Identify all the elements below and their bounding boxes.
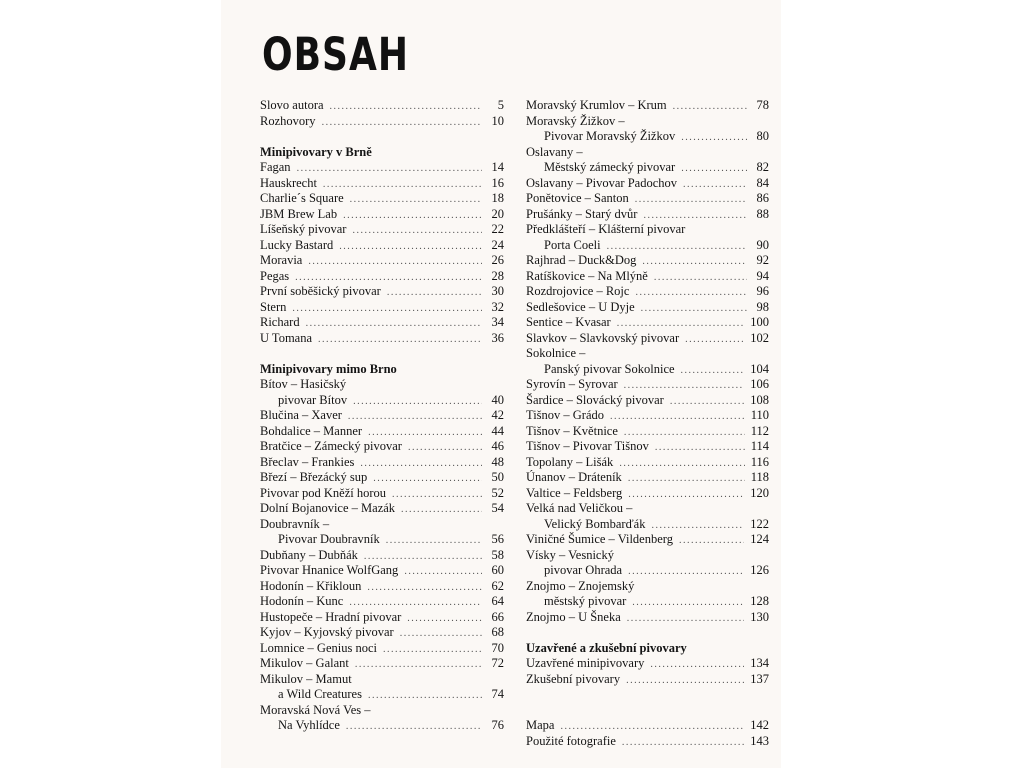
dot-leader [349, 595, 482, 611]
dot-leader [617, 316, 745, 332]
toc-entry [526, 455, 769, 471]
toc-entry [526, 222, 769, 238]
toc-entry [526, 439, 769, 455]
toc-entry-title: Hodonín – Kunc [260, 594, 344, 608]
dot-leader [681, 363, 745, 379]
toc-page-number: 54 [491, 501, 504, 515]
toc-entry-title: Panský pivovar Sokolnice [544, 361, 675, 376]
dot-leader [392, 487, 482, 503]
toc-entry [260, 269, 504, 285]
toc-page-number: 58 [491, 547, 504, 562]
toc-page-number: 106 [750, 377, 769, 391]
toc-entry [260, 238, 504, 254]
toc-entry-title: Mapa [526, 718, 555, 732]
dot-leader [681, 130, 747, 146]
toc-entry [260, 455, 504, 471]
toc-entry-title: Břeclav – Frankies [260, 454, 355, 469]
dot-leader [350, 192, 482, 208]
toc-entry-title: Na Vyhlídce [278, 718, 340, 732]
toc-entry [526, 160, 769, 176]
dot-leader [353, 394, 482, 410]
dot-leader [635, 285, 747, 301]
toc-page-number: 48 [491, 454, 504, 469]
toc-entry [260, 222, 504, 238]
toc-entry-title: Viničné Šumice – Vildenberg [526, 532, 673, 546]
toc-page-number: 112 [750, 423, 769, 438]
toc-entry-title: Znojmo – Znojemský [526, 578, 635, 593]
toc-entry [526, 672, 769, 688]
toc-page-number: 70 [491, 640, 504, 655]
toc-entry [526, 377, 769, 393]
toc-page-number: 60 [491, 563, 504, 577]
toc-entry [526, 315, 769, 331]
toc-entry [526, 656, 769, 672]
toc-entry-title: Sokolnice – [526, 346, 586, 360]
toc-entry [260, 331, 504, 347]
toc-page-number: 14 [491, 160, 504, 174]
toc-page-number: 22 [491, 222, 504, 236]
toc-entry [260, 439, 504, 455]
toc-page-number: 96 [756, 284, 769, 298]
toc-page-number: 124 [750, 532, 769, 546]
toc-entry-title: JBM Brew Lab [260, 206, 338, 221]
toc-entry [260, 501, 504, 517]
toc-spacer [260, 346, 504, 362]
toc-entry-title: Hustopeče – Hradní pivovar [260, 609, 402, 624]
toc-entry-title: Uzavřené minipivovary [526, 656, 645, 670]
toc-page-number: 16 [491, 175, 504, 190]
dot-leader [643, 208, 747, 224]
toc-entry-title: Únanov – Dráteník [526, 470, 622, 484]
dot-leader [367, 580, 482, 596]
toc-entry-title: Uzavřené a zkušební pivovary [526, 640, 687, 655]
toc-entry [526, 114, 769, 130]
dot-leader [330, 99, 482, 115]
toc-entry [260, 98, 504, 114]
toc-entry-title: Rozhovory [260, 113, 316, 128]
toc-page-number: 108 [750, 392, 769, 407]
toc-entry-title: Minipivovary v Brně [260, 144, 372, 159]
toc-entry-title: Bítov – Hasičský [260, 377, 347, 391]
toc-entry [260, 284, 504, 300]
dot-leader [323, 177, 482, 193]
toc-entry [260, 563, 504, 579]
dot-leader [308, 254, 482, 270]
toc-page-number: 26 [491, 253, 504, 267]
toc-entry-title: První soběšický pivovar [260, 284, 381, 298]
toc-page-number: 143 [750, 733, 769, 748]
toc-entry-title: Tišnov – Květnice [526, 423, 618, 438]
toc-page-number: 126 [750, 563, 769, 577]
toc-page-number: 32 [491, 299, 504, 314]
dot-leader [626, 673, 744, 689]
dot-leader [408, 440, 482, 456]
dot-leader [373, 471, 482, 487]
toc-page-number: 46 [491, 439, 504, 453]
toc-page-number: 98 [756, 299, 769, 314]
toc-page-number: 90 [756, 237, 769, 252]
dot-leader [387, 285, 482, 301]
toc-page-number: 80 [756, 129, 769, 143]
toc-spacer [526, 703, 769, 719]
dot-leader [368, 425, 482, 441]
toc-entry [526, 548, 769, 564]
toc-entry-title: Fagan [260, 160, 291, 174]
toc-entry-title: Valtice – Feldsberg [526, 485, 623, 500]
toc-entry-title: Bratčice – Zámecký pivovar [260, 439, 402, 453]
toc-page-number: 134 [750, 656, 769, 670]
toc-entry-title: Tišnov – Grádo [526, 408, 605, 422]
dot-leader [292, 301, 482, 317]
dot-leader [368, 688, 482, 704]
toc-entry [260, 532, 504, 548]
toc-entry [260, 610, 504, 626]
toc-entry-title: Pivovar Moravský Žižkov [544, 129, 676, 143]
dot-leader [322, 115, 482, 131]
toc-entry [260, 687, 504, 703]
toc-page-number: 36 [491, 330, 504, 345]
toc-page-number: 42 [491, 408, 504, 422]
toc-entry-title: U Tomana [260, 330, 313, 345]
toc-entry [526, 579, 769, 595]
toc-entry-title: Blučina – Xaver [260, 408, 342, 422]
toc-entry [260, 703, 504, 719]
dot-leader [619, 456, 744, 472]
toc-entry [526, 284, 769, 300]
dot-leader [383, 642, 482, 658]
dot-leader [627, 611, 744, 627]
dot-leader [628, 471, 745, 487]
dot-leader [364, 549, 482, 565]
toc-entry-title: Doubravník – [260, 516, 330, 531]
toc-section-heading [526, 641, 769, 657]
toc-entry-title: pivovar Ohrada [544, 563, 623, 577]
dot-leader [673, 99, 747, 115]
toc-entry [526, 610, 769, 626]
dot-leader [355, 657, 482, 673]
toc-entry-title: Pivovar Hnanice WolfGang [260, 563, 399, 577]
toc-entry-title: Slovo autora [260, 98, 324, 112]
toc-entry [260, 300, 504, 316]
toc-entry-title: Březí – Březácký sup [260, 470, 368, 484]
toc-entry [526, 145, 769, 161]
toc-section-heading [260, 145, 504, 161]
dot-leader [407, 611, 482, 627]
toc-entry [526, 718, 769, 734]
toc-entry-title: pivovar Bítov [278, 392, 348, 407]
toc-page-number: 92 [756, 253, 769, 267]
toc-page-number: 34 [491, 315, 504, 329]
toc-entry-title: Mikulov – Mamut [260, 671, 352, 686]
dot-leader [628, 487, 744, 503]
toc-entry-title: Hodonín – Křikloun [260, 578, 362, 593]
dot-leader [318, 332, 482, 348]
toc-page-number: 44 [491, 423, 504, 438]
toc-entry-title: městský pivovar [544, 594, 627, 608]
toc-entry-title: Oslavany – Pivovar Padochov [526, 175, 678, 190]
dot-leader [610, 409, 745, 425]
dot-leader [400, 626, 482, 642]
toc-entry [526, 207, 769, 223]
toc-entry [526, 470, 769, 486]
toc-entry-title: Šardice – Slovácký pivovar [526, 392, 664, 407]
toc-page-number: 50 [491, 470, 504, 484]
toc-entry-title: Dubňany – Dubňák [260, 547, 358, 562]
toc-entry-title: Pegas [260, 268, 290, 283]
toc-entry-title: Syrovín – Syrovar [526, 377, 618, 391]
toc-page-number: 118 [750, 470, 769, 484]
toc-entry [526, 532, 769, 548]
toc-entry [260, 594, 504, 610]
toc-page-number: 88 [756, 206, 769, 221]
toc-page-number: 40 [491, 392, 504, 407]
toc-entry [260, 377, 504, 393]
toc-page-number: 30 [491, 284, 504, 298]
dot-leader [670, 394, 744, 410]
toc-entry-title: Mikulov – Galant [260, 656, 349, 670]
dot-leader [650, 657, 744, 673]
toc-entry [526, 191, 769, 207]
toc-entry-title: Hauskrecht [260, 175, 317, 190]
toc-entry-title: Velká nad Veličkou – [526, 501, 633, 515]
toc-entry-title: Moravská Nová Ves – [260, 702, 371, 717]
toc-entry-title: Stern [260, 299, 287, 314]
toc-page-number: 128 [750, 594, 769, 608]
toc-entry-title: Sentice – Kvasar [526, 315, 611, 329]
toc-entry [260, 625, 504, 641]
toc-entry [260, 408, 504, 424]
toc-page-number: 114 [750, 439, 769, 453]
toc-page-number: 110 [750, 408, 769, 422]
dot-leader [681, 161, 747, 177]
toc-entry [526, 734, 769, 750]
toc-page-number: 86 [756, 191, 769, 205]
toc-entry-title: Tišnov – Pivovar Tišnov [526, 439, 649, 453]
toc-page-number: 102 [750, 330, 769, 345]
toc-page-number: 74 [491, 687, 504, 701]
toc-entry [260, 253, 504, 269]
toc-entry [260, 548, 504, 564]
toc-entry [260, 641, 504, 657]
toc-spacer [526, 687, 769, 703]
toc-page-number: 62 [491, 578, 504, 593]
toc-entry-title: Předklášteří – Klášterní pivovar [526, 222, 686, 236]
dot-leader [404, 564, 482, 580]
toc-entry [526, 253, 769, 269]
toc-entry [260, 486, 504, 502]
dot-leader [360, 456, 482, 472]
toc-entry [260, 579, 504, 595]
toc-entry-title: Minipivovary mimo Brno [260, 361, 397, 376]
toc-entry [526, 269, 769, 285]
toc-entry [260, 672, 504, 688]
toc-entry [260, 176, 504, 192]
toc-column-right [526, 98, 769, 749]
toc-entry-title: Pivovar Doubravník [278, 532, 380, 546]
toc-entry [526, 331, 769, 347]
toc-page-number: 76 [491, 718, 504, 732]
dot-leader [343, 208, 482, 224]
toc-page-number: 142 [750, 718, 769, 732]
toc-entry [526, 129, 769, 145]
dot-leader [651, 518, 744, 534]
toc-entry [260, 470, 504, 486]
toc-entry-title: Velický Bombarďák [544, 516, 646, 531]
toc-page-number: 10 [491, 113, 504, 128]
dot-leader [624, 378, 745, 394]
toc-entry-title: Lomnice – Genius noci [260, 640, 377, 655]
toc-page-number: 122 [750, 516, 769, 531]
toc-page-number: 28 [491, 268, 504, 283]
dot-leader [683, 177, 747, 193]
toc-entry [526, 98, 769, 114]
toc-page-number: 137 [750, 671, 769, 686]
toc-entry [260, 424, 504, 440]
toc-entry-title: Zkušební pivovary [526, 671, 621, 686]
toc-entry [260, 517, 504, 533]
toc-entry-title: a Wild Creatures [278, 687, 362, 701]
toc-entry [526, 563, 769, 579]
toc-entry-title: Ratíškovice – Na Mlýně [526, 268, 648, 283]
dot-leader [642, 254, 747, 270]
toc-page-number: 120 [750, 485, 769, 500]
toc-entry-title: Charlie´s Square [260, 191, 344, 205]
dot-leader [339, 239, 482, 255]
toc-page-number: 18 [491, 191, 504, 205]
toc-entry [526, 501, 769, 517]
toc-entry [526, 393, 769, 409]
toc-entry [260, 207, 504, 223]
toc-page-number: 82 [756, 160, 769, 174]
toc-entry [526, 176, 769, 192]
toc-entry [260, 315, 504, 331]
toc-entry-title: Slavkov – Slavkovský pivovar [526, 330, 680, 345]
dot-leader [560, 719, 744, 735]
toc-page-number: 56 [491, 532, 504, 546]
toc-page-number: 66 [491, 609, 504, 624]
toc-entry [526, 424, 769, 440]
toc-page-number: 52 [491, 485, 504, 500]
toc-entry-title: Porta Coeli [544, 237, 601, 252]
dot-leader [679, 533, 744, 549]
toc-entry-title: Rozdrojovice – Rojc [526, 284, 630, 298]
toc-entry [526, 486, 769, 502]
dot-leader [346, 719, 482, 735]
toc-entry [526, 238, 769, 254]
toc-entry-title: Oslavany – [526, 144, 583, 159]
toc-entry [260, 160, 504, 176]
toc-page-number: 5 [497, 98, 504, 112]
toc-entry [526, 594, 769, 610]
toc-page-number: 94 [756, 268, 769, 283]
toc-column-left [260, 98, 504, 734]
dot-leader [401, 502, 482, 518]
toc-entry-title: Richard [260, 315, 300, 329]
toc-entry-title: Dolní Bojanovice – Mazák [260, 501, 396, 515]
toc-entry-title: Topolany – Lišák [526, 454, 614, 469]
toc-entry [260, 393, 504, 409]
dot-leader [632, 595, 744, 611]
toc-page-number: 116 [750, 454, 769, 469]
toc-page-number: 84 [756, 175, 769, 190]
toc-entry-title: Městský zámecký pivovar [544, 160, 676, 174]
toc-page-number: 24 [491, 237, 504, 252]
toc-entry-title: Použité fotografie [526, 733, 616, 748]
toc-page-number: 72 [491, 656, 504, 670]
toc-entry [526, 300, 769, 316]
dot-leader [297, 161, 482, 177]
toc-section-heading [260, 362, 504, 378]
dot-leader [622, 735, 744, 751]
toc-entry [526, 408, 769, 424]
toc-entry-title: Bohdalice – Manner [260, 423, 363, 438]
toc-page-number: 100 [750, 315, 769, 329]
dot-leader [607, 239, 747, 255]
toc-entry-title: Moravia [260, 253, 303, 267]
toc-entry [526, 346, 769, 362]
toc-entry [260, 656, 504, 672]
toc-entry-title: Sedlešovice – U Dyje [526, 299, 635, 314]
toc-spacer [260, 129, 504, 145]
toc-entry-title: Pivovar pod Kněží horou [260, 485, 387, 500]
dot-leader [655, 440, 745, 456]
toc-entry-title: Znojmo – U Šneka [526, 609, 621, 624]
dot-leader [348, 409, 482, 425]
toc-entry [260, 718, 504, 734]
toc-entry-title: Líšeňský pivovar [260, 222, 347, 236]
toc-entry [260, 114, 504, 130]
dot-leader [624, 425, 745, 441]
dot-leader [386, 533, 482, 549]
toc-page-number: 78 [756, 98, 769, 112]
dot-leader [352, 223, 482, 239]
dot-leader [635, 192, 747, 208]
toc-page-number: 130 [750, 609, 769, 624]
page-title: OBSAH [262, 30, 409, 82]
toc-entry-title: Prušánky – Starý dvůr [526, 206, 638, 221]
toc-entry [260, 191, 504, 207]
dot-leader [641, 301, 747, 317]
dot-leader [628, 564, 744, 580]
toc-page-number: 68 [491, 625, 504, 639]
dot-leader [685, 332, 744, 348]
toc-page-number: 20 [491, 206, 504, 221]
toc-entry-title: Lucky Bastard [260, 237, 334, 252]
toc-entry-title: Moravský Krumlov – Krum [526, 98, 667, 112]
toc-spacer [526, 625, 769, 641]
toc-page-number: 104 [750, 361, 769, 376]
dot-leader [654, 270, 747, 286]
toc-entry-title: Ponětovice – Santon [526, 191, 629, 205]
dot-leader [306, 316, 482, 332]
dot-leader [295, 270, 482, 286]
toc-page-number: 64 [491, 594, 504, 608]
toc-entry-title: Vísky – Vesnický [526, 547, 614, 562]
toc-entry-title: Moravský Žižkov – [526, 113, 625, 128]
toc-entry-title: Rajhrad – Duck&Dog [526, 253, 637, 267]
toc-entry [526, 362, 769, 378]
toc-entry-title: Kyjov – Kyjovský pivovar [260, 625, 394, 639]
toc-entry [526, 517, 769, 533]
